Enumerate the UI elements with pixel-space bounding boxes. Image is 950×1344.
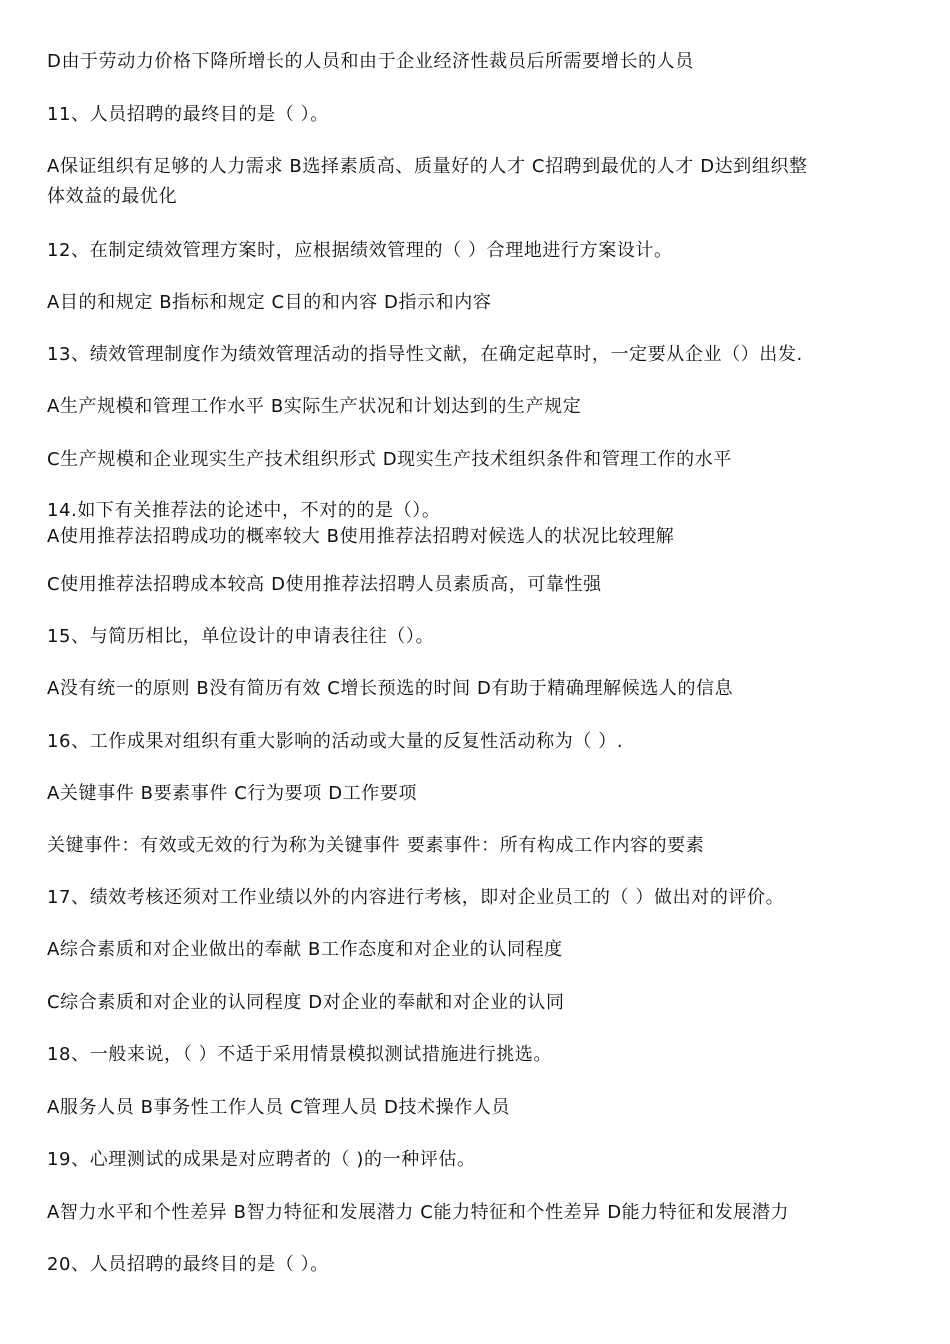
question-12: 12、在制定绩效管理方案时，应根据绩效管理的（ ）合理地进行方案设计。: [47, 240, 673, 261]
options-q17-ab: A综合素质和对企业做出的奉献 B工作态度和对企业的认同程度: [47, 939, 563, 960]
options-q13-ab: A生产规模和管理工作水平 B实际生产状况和计划达到的生产规定: [47, 396, 582, 417]
options-q14-cd: C使用推荐法招聘成本较高 D使用推荐法招聘人员素质高，可靠性强: [47, 574, 602, 595]
option-line-q10-d: D由于劳动力价格下降所增长的人员和由于企业经济性裁员后所需要增长的人员: [47, 51, 694, 72]
question-14: 14.如下有关推荐法的论述中，不对的的是（）。: [47, 500, 441, 521]
note-q16: 关键事件：有效或无效的行为称为关键事件 要素事件：所有构成工作内容的要素: [47, 835, 705, 856]
question-17: 17、绩效考核还须对工作业绩以外的内容进行考核，即对企业员工的（ ）做出对的评价。: [47, 887, 785, 908]
options-q12: A目的和规定 B指标和规定 C目的和内容 D指示和内容: [47, 292, 492, 313]
question-16: 16、工作成果对组织有重大影响的活动或大量的反复性活动称为（ ）.: [47, 731, 624, 752]
options-q13-cd: C生产规模和企业现实生产技术组织形式 D现实生产技术组织条件和管理工作的水平: [47, 449, 732, 470]
question-11: 11、人员招聘的最终目的是（ ）。: [47, 104, 329, 125]
options-q16: A关键事件 B要素事件 C行为要项 D工作要项: [47, 783, 418, 804]
options-q19: A智力水平和个性差异 B智力特征和发展潜力 C能力特征和个性差异 D能力特征和发展潜力: [47, 1202, 790, 1223]
question-19: 19、心理测试的成果是对应聘者的（ )的一种评估。: [47, 1149, 476, 1170]
options-q18: A服务人员 B事务性工作人员 C管理人员 D技术操作人员: [47, 1097, 511, 1118]
question-18: 18、一般来说，（ ）不适于采用情景模拟测试措施进行挑选。: [47, 1044, 553, 1065]
question-15: 15、与简历相比，单位设计的申请表往往（）。: [47, 626, 435, 647]
options-q15: A没有统一的原则 B没有简历有效 C增长预选的时间 D有助于精确理解候选人的信息: [47, 678, 734, 699]
options-q14-ab: A使用推荐法招聘成功的概率较大 B使用推荐法招聘对候选人的状况比较理解: [47, 526, 675, 547]
options-q17-cd: C综合素质和对企业的认同程度 D对企业的奉献和对企业的认同: [47, 992, 565, 1013]
options-q11-continued: 体效益的最优化: [47, 186, 178, 207]
question-13: 13、绩效管理制度作为绩效管理活动的指导性文献，在确定起草时，一定要从企业（）出发.: [47, 344, 803, 365]
question-20: 20、人员招聘的最终目的是（ ）。: [47, 1254, 329, 1275]
options-q11: A保证组织有足够的人力需求 B选择素质高、质量好的人才 C招聘到最优的人才 D达到组织整: [47, 156, 808, 177]
